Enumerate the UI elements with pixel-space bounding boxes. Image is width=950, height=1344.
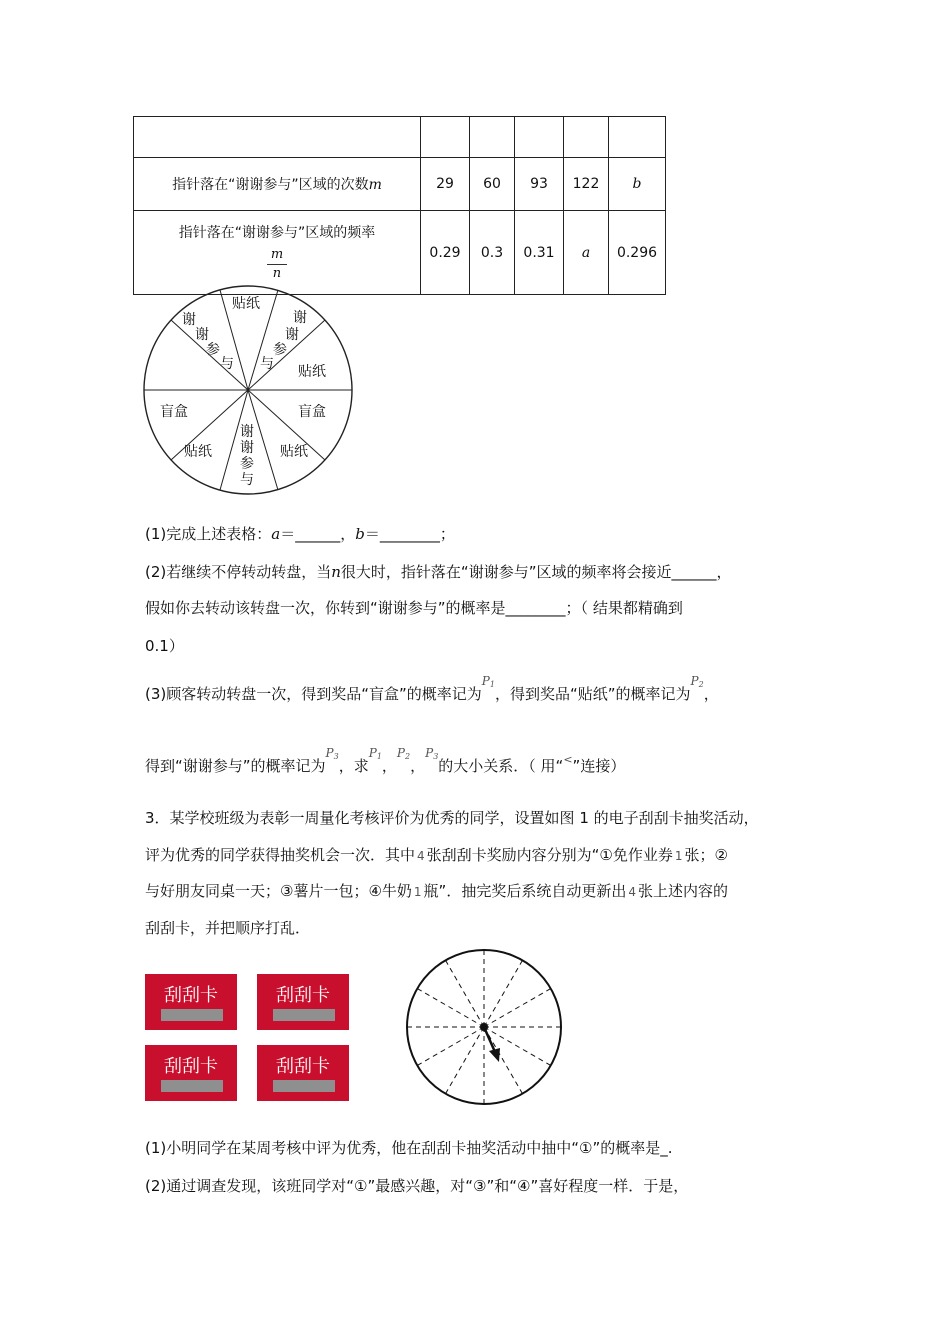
table-cell: 122 bbox=[564, 158, 609, 211]
wheel-labels bbox=[160, 296, 326, 488]
fraction-num: m bbox=[267, 246, 287, 265]
header-cell bbox=[564, 117, 609, 158]
sector-label: 贴纸 bbox=[280, 444, 308, 460]
sub-question-2: (2)通过调查发现，该班同学对“①”最感兴趣，对“③”和“④”喜好程度一样．于是， bbox=[145, 1177, 689, 1195]
number-four: 4 bbox=[628, 885, 636, 899]
sector-label: 谢 bbox=[240, 440, 254, 456]
q3-text: 得到“谢谢参与”的概率记为 bbox=[145, 757, 326, 775]
q3-text: (3)顾客转动转盘一次，得到奖品“盲盒”的概率记为 bbox=[145, 685, 482, 703]
spinner-pointer bbox=[484, 1027, 495, 1052]
frequency-table bbox=[133, 116, 666, 295]
p-letter: P bbox=[690, 674, 699, 688]
q3-text: ，求 bbox=[338, 757, 369, 775]
p3-text: 与好朋友同桌一天；③薯片一包；④牛奶 bbox=[145, 882, 412, 900]
q3-text: ， bbox=[381, 757, 397, 775]
problem-3-line-3 bbox=[145, 881, 728, 902]
table-cell: 60 bbox=[470, 158, 515, 211]
var-a: a bbox=[271, 525, 281, 543]
pointer-arrow-icon bbox=[489, 1048, 500, 1062]
question-2-line-2: 假如你去转动该转盘一次，你转到“谢谢参与”的概率是________；（ 结果都精确到 bbox=[145, 599, 683, 617]
var-b: b bbox=[355, 525, 365, 543]
q3-text: ， bbox=[703, 685, 719, 703]
q2-text: 很大时，指针落在“谢谢参与”区域的频率将会接近______， bbox=[340, 563, 732, 581]
sub-question-1: (1)小明同学在某周考核中评为优秀，他在刮刮卡抽奖活动中抽中“①”的概率是_. bbox=[145, 1139, 673, 1157]
sector-label: 与 bbox=[220, 356, 234, 372]
scratch-area[interactable] bbox=[161, 1009, 223, 1021]
table-cell: 29 bbox=[421, 158, 470, 211]
scratch-card[interactable] bbox=[145, 1045, 237, 1101]
spinner-wheel-figure bbox=[140, 284, 360, 498]
p-letter: P bbox=[425, 746, 434, 760]
p-sub: 1 bbox=[489, 680, 495, 689]
fraction-den: n bbox=[272, 266, 282, 281]
table-row-frequency bbox=[134, 211, 666, 295]
sector-label: 谢 bbox=[285, 327, 299, 343]
row-label bbox=[134, 158, 421, 211]
scratch-card[interactable] bbox=[145, 974, 237, 1030]
table-cell: 0.31 bbox=[515, 211, 564, 295]
scratch-card-label: 刮刮卡 bbox=[164, 985, 218, 1006]
var-m: m bbox=[368, 177, 382, 193]
p-letter: P bbox=[368, 746, 377, 760]
var-n: n bbox=[331, 563, 341, 581]
header-cell bbox=[421, 117, 470, 158]
sector-label: 参 bbox=[240, 456, 254, 472]
sector-label: 贴纸 bbox=[232, 296, 260, 312]
p-sub: 1 bbox=[376, 752, 382, 761]
p3-text: 张上述内容的 bbox=[637, 882, 728, 900]
number-four: 4 bbox=[417, 849, 425, 863]
problem-3-line-2 bbox=[145, 845, 728, 866]
p-letter: P bbox=[396, 746, 405, 760]
sector-label: 盲盒 bbox=[298, 404, 326, 420]
sector-label: 谢 bbox=[195, 327, 209, 343]
header-cell bbox=[609, 117, 666, 158]
scratch-area[interactable] bbox=[273, 1009, 335, 1021]
number-one: 1 bbox=[413, 885, 422, 899]
table-cell: 0.29 bbox=[421, 211, 470, 295]
scratch-card[interactable] bbox=[257, 974, 349, 1030]
scratch-card-label: 刮刮卡 bbox=[276, 1056, 330, 1077]
table-header-row bbox=[134, 117, 666, 158]
fraction bbox=[267, 246, 287, 283]
problem-3-line-4: 刮刮卡，并把顺序打乱． bbox=[145, 919, 311, 937]
table-cell: 0.3 bbox=[470, 211, 515, 295]
scratch-card-label: 刮刮卡 bbox=[276, 985, 330, 1006]
table-row-count bbox=[134, 158, 666, 211]
p-sub: 2 bbox=[698, 680, 704, 689]
header-cell bbox=[470, 117, 515, 158]
sector-label: 谢 bbox=[240, 424, 254, 440]
p-letter: P bbox=[481, 674, 490, 688]
scratch-card[interactable] bbox=[257, 1045, 349, 1101]
q1-blank-a: ＝______， bbox=[280, 525, 356, 543]
p-sub: 3 bbox=[433, 752, 439, 761]
sector-label: 贴纸 bbox=[298, 364, 326, 380]
question-3-line-1 bbox=[145, 674, 719, 709]
p3-symbol bbox=[326, 746, 339, 760]
p1-symbol bbox=[482, 674, 495, 688]
problem-3-line-1: 3．某学校班级为表彰一周量化考核评价为优秀的同学，设置如图 1 的电子刮刮卡抽奖活动， bbox=[145, 809, 759, 827]
sector-label: 参 bbox=[273, 342, 287, 358]
q3-text: 的大小关系．（ 用“ bbox=[438, 757, 564, 775]
q3-text: ”连接） bbox=[572, 757, 626, 775]
table-cell: a bbox=[564, 211, 609, 295]
q2-text: (2)若继续不停转动转盘，当 bbox=[145, 563, 332, 581]
scratch-area[interactable] bbox=[273, 1080, 335, 1092]
sector-label: 盲盒 bbox=[160, 404, 188, 420]
p3-text: 瓶”．抽完奖后系统自动更新出 bbox=[423, 882, 627, 900]
sector-label: 谢 bbox=[293, 310, 307, 326]
table-cell: 93 bbox=[515, 158, 564, 211]
p3-text: 张；② bbox=[684, 846, 728, 864]
header-cell bbox=[134, 117, 421, 158]
p1-symbol bbox=[369, 746, 382, 760]
row-label-text: 指针落在“谢谢参与”区域的频率 bbox=[178, 225, 376, 241]
question-2-line-1 bbox=[145, 562, 731, 582]
number-one: 1 bbox=[674, 849, 683, 863]
q1-prefix: (1)完成上述表格： bbox=[145, 525, 272, 543]
q1-blank-b: ＝________； bbox=[364, 525, 455, 543]
header-cell bbox=[515, 117, 564, 158]
less-than-symbol: < bbox=[563, 753, 573, 766]
sector-label: 参 bbox=[206, 342, 220, 358]
table-cell: b bbox=[609, 158, 666, 211]
p3-text: 张刮刮卡奖励内容分别为“①免作业券 bbox=[426, 846, 673, 864]
question-3-line-2 bbox=[145, 746, 626, 781]
row-label-text: 指针落在“谢谢参与”区域的次数 bbox=[172, 177, 369, 193]
row-label bbox=[134, 211, 421, 295]
p2-symbol bbox=[691, 674, 704, 688]
p-letter: P bbox=[325, 746, 334, 760]
sector-label: 谢 bbox=[182, 312, 196, 328]
sector-label: 贴纸 bbox=[184, 444, 212, 460]
dashed-spinner-figure bbox=[402, 948, 568, 1114]
question-1 bbox=[145, 524, 455, 544]
table-cell: 0.296 bbox=[609, 211, 666, 295]
p-sub: 3 bbox=[333, 752, 339, 761]
q3-text: ，得到奖品“贴纸”的概率记为 bbox=[494, 685, 691, 703]
p3-text: 评为优秀的同学获得抽奖机会一次．其中 bbox=[145, 846, 416, 864]
sector-label: 与 bbox=[260, 356, 274, 372]
question-2-line-3: 0.1） bbox=[145, 637, 184, 655]
p3-symbol bbox=[425, 746, 438, 760]
p-sub: 2 bbox=[405, 752, 411, 761]
p2-symbol bbox=[397, 746, 410, 760]
sector-label: 与 bbox=[240, 472, 254, 488]
scratch-area[interactable] bbox=[161, 1080, 223, 1092]
q3-text: ， bbox=[410, 757, 426, 775]
scratch-card-label: 刮刮卡 bbox=[164, 1056, 218, 1077]
